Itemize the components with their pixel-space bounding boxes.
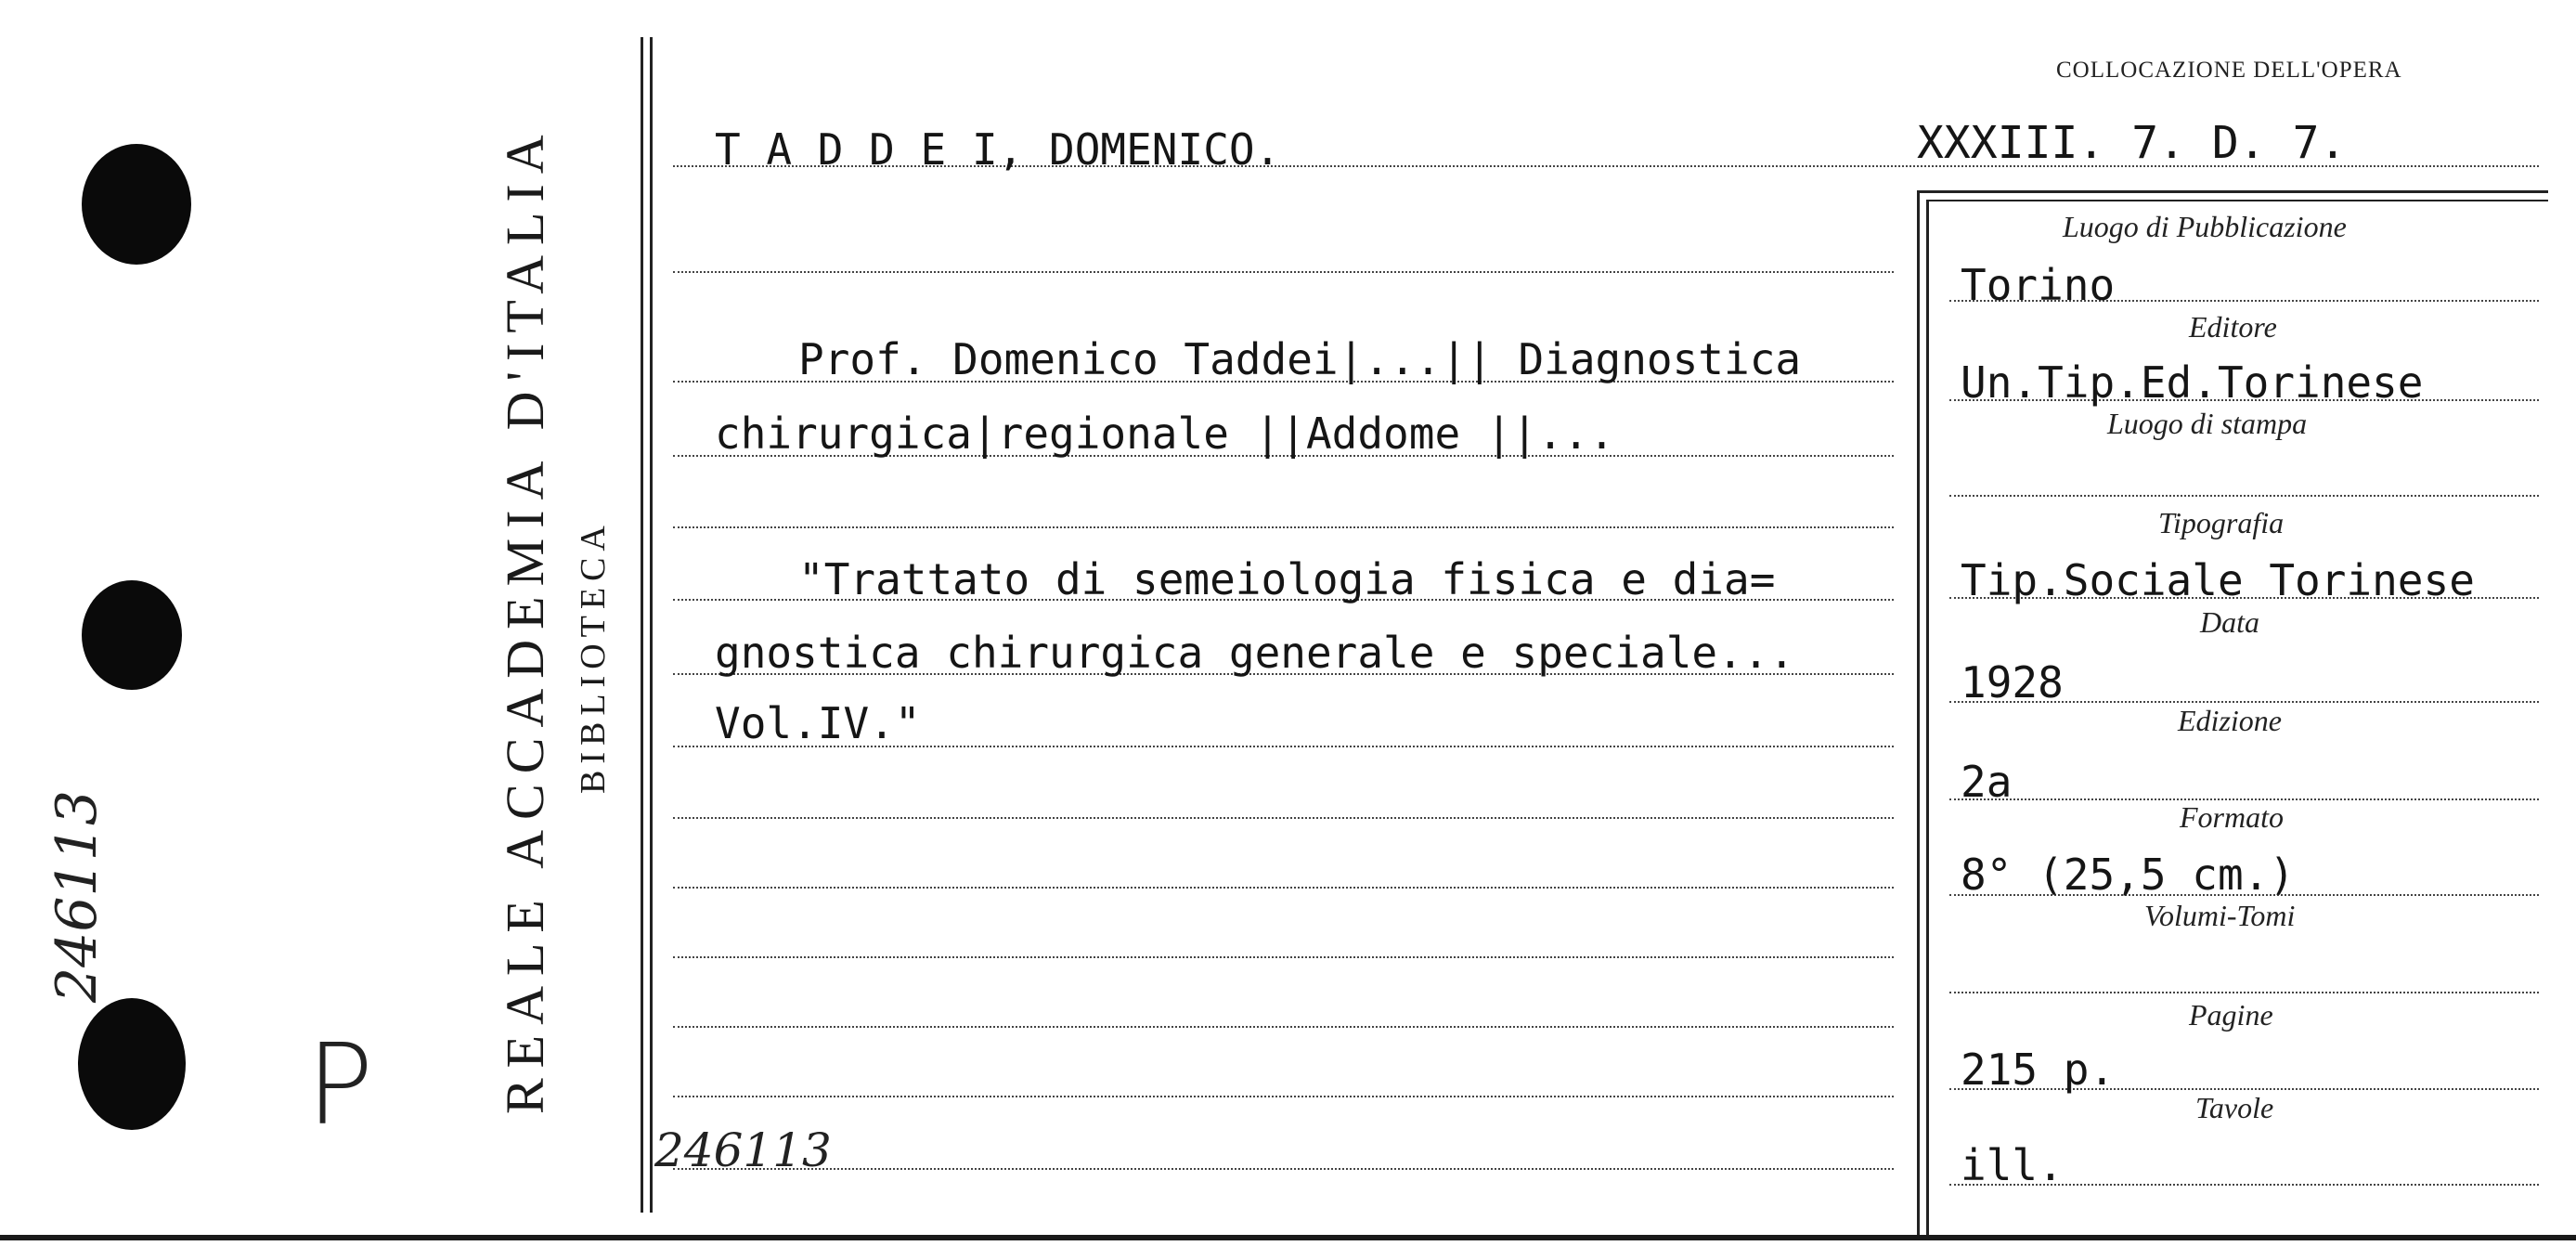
value-edizione: 2a — [1961, 757, 2013, 807]
label-data: Data — [2200, 605, 2259, 639]
punch-hole-top — [82, 144, 191, 265]
left-rule — [641, 37, 643, 1213]
title-line-1: Prof. Domenico Taddei|...|| Diagnostica — [798, 334, 1802, 384]
label-tipografia: Tipografia — [2158, 506, 2285, 539]
body-line-10 — [673, 956, 1894, 958]
details-line-3 — [1949, 495, 2539, 497]
title-line-5: Vol.IV." — [715, 698, 921, 748]
left-rule-inner — [650, 37, 653, 1213]
title-line-2: chirurgica|regionale ||Addome ||... — [715, 409, 1615, 459]
institution-name: REALE ACCADEMIA D'ITALIA — [495, 124, 555, 1114]
label-formato: Formato — [2180, 800, 2284, 834]
label-editore: Editore — [2189, 310, 2277, 344]
label-luogo-pubblicazione: Luogo di Pubblicazione — [2063, 210, 2347, 243]
inventory-number: 246113 — [654, 1123, 832, 1177]
label-edizione: Edizione — [2178, 704, 2282, 737]
shelfmark-value: XXXIII. 7. D. 7. — [1917, 117, 2347, 169]
title-line-4: gnostica chirurgica generale e speciale... — [715, 628, 1795, 678]
value-pagine: 215 p. — [1961, 1045, 2116, 1095]
details-line-8 — [1949, 992, 2539, 993]
details-rule-inner — [1926, 200, 1929, 1235]
value-tipografia: Tip.Sociale Torinese — [1961, 555, 2475, 605]
label-tavole: Tavole — [2195, 1091, 2274, 1124]
value-formato: 8° (25,5 cm.) — [1961, 850, 2296, 900]
body-line-8 — [673, 817, 1894, 819]
body-line-11 — [673, 1026, 1894, 1028]
card-bottom-edge — [0, 1235, 2576, 1240]
value-data: 1928 — [1961, 657, 2064, 707]
author-heading: T A D D E I, DOMENICO. — [715, 124, 1281, 175]
label-pagine: Pagine — [2189, 998, 2273, 1032]
body-line-4 — [673, 526, 1894, 528]
body-line-1 — [673, 271, 1894, 273]
label-volumi-tomi: Volumi-Tomi — [2144, 899, 2296, 932]
value-tavole: ill. — [1961, 1140, 2064, 1190]
body-line-13 — [673, 1168, 1894, 1170]
title-line-3: "Trattato di semeiologia fisica e dia= — [798, 554, 1776, 604]
margin-letter: P — [306, 1021, 374, 1150]
institution-department: BIBLIOTECA — [574, 519, 613, 794]
label-luogo-stampa: Luogo di stampa — [2107, 407, 2308, 440]
punch-hole-middle — [82, 580, 182, 690]
body-line-9 — [673, 887, 1894, 889]
value-luogo-pubblicazione: Torino — [1961, 260, 2116, 310]
body-line-12 — [673, 1096, 1894, 1097]
value-editore: Un.Tip.Ed.Torinese — [1961, 357, 2424, 408]
details-top-rule — [1917, 190, 2548, 193]
details-rule — [1917, 190, 1920, 1235]
margin-inventory-number: 246113 — [45, 789, 110, 1003]
punch-hole-bottom — [78, 998, 186, 1130]
details-top-rule-inner — [1926, 200, 2548, 201]
shelfmark-label: COLLOCAZIONE DELL'OPERA — [2056, 58, 2402, 83]
